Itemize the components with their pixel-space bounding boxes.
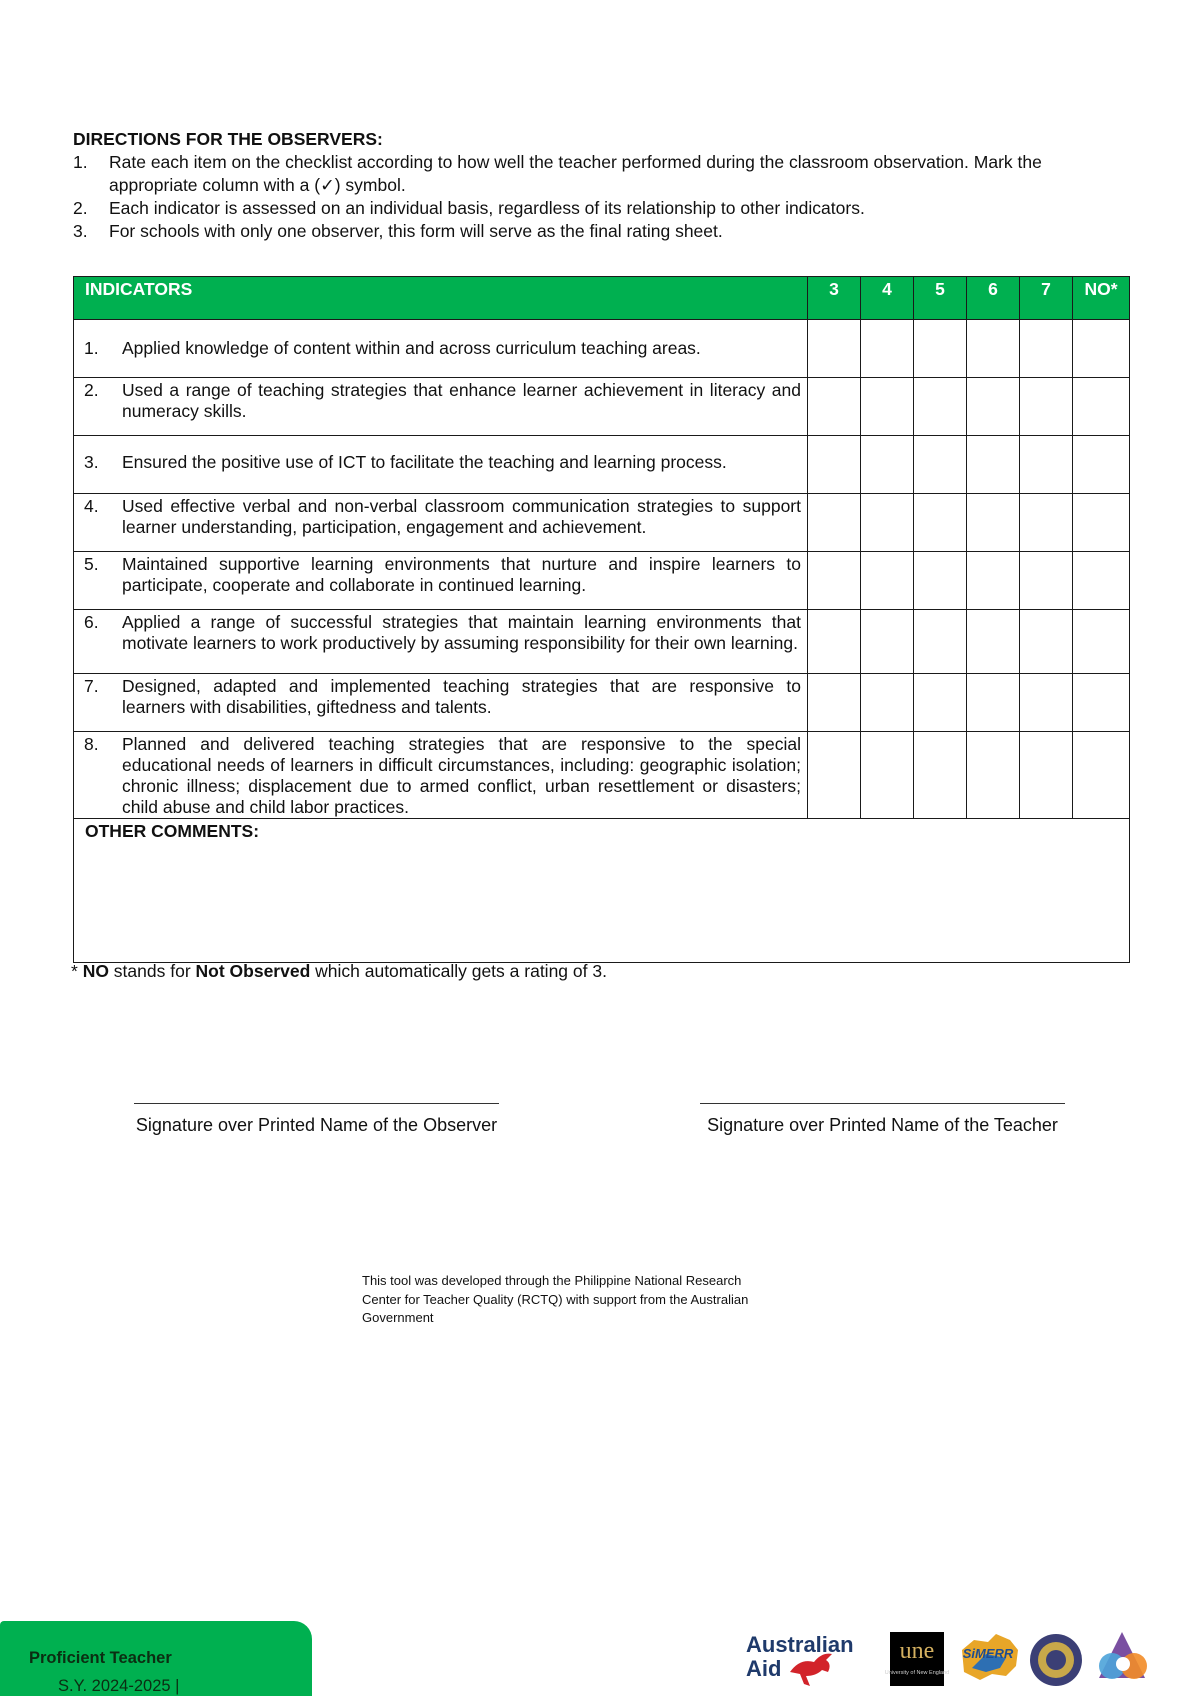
indicator-text: Planned and delivered teaching strategies that are responsive to the special educational needs of learners in difficult circumstances, including: geographic isolation; chronic illness; displacement due to armed conflict, urban resettlement or disasters; child abuse and child labor practices.: [122, 734, 801, 817]
rating-cell-6[interactable]: [967, 732, 1020, 819]
rating-cell-no[interactable]: [1073, 674, 1130, 732]
rating-cell-no[interactable]: [1073, 320, 1130, 378]
direction-item: [73, 151, 1093, 197]
indicator-cell: [74, 320, 808, 378]
observer-signature-line: [134, 1103, 499, 1104]
rating-cell-5[interactable]: [914, 320, 967, 378]
rating-cell-3[interactable]: [808, 378, 861, 436]
direction-text: Rate each item on the checklist according to how well the teacher performed during the classroom observation. Mark the appropriate column with a (✓) symbol.: [109, 152, 1042, 195]
rating-cell-7[interactable]: [1020, 378, 1073, 436]
table-header-row: [74, 277, 1130, 320]
svg-text:une: une: [899, 1638, 935, 1664]
indicator-cell: [74, 378, 808, 436]
comments-cell[interactable]: [74, 819, 1130, 963]
rating-cell-no[interactable]: [1073, 494, 1130, 552]
observation-table: [73, 276, 1130, 963]
direction-item: [73, 197, 1093, 220]
indicator-number: 7.: [84, 676, 99, 696]
comments-label: OTHER COMMENTS:: [85, 821, 260, 841]
comments-row: [74, 819, 1130, 963]
rating-cell-6[interactable]: [967, 494, 1020, 552]
indicator-number: 3.: [84, 452, 99, 472]
teacher-signature-line: [700, 1103, 1065, 1104]
indicator-number: 8.: [84, 734, 99, 754]
indicator-text: Used a range of teaching strategies that enhance learner achievement in literacy and numeracy skills.: [122, 380, 801, 421]
indicator-text: Designed, adapted and implemented teaching strategies that are responsive to learners with disabilities, giftedness and talents.: [122, 676, 801, 717]
kangaroo-icon: [790, 1654, 832, 1686]
rctq-logo: [1099, 1632, 1147, 1679]
directions-title: DIRECTIONS FOR THE OBSERVERS:: [73, 129, 383, 149]
header-rating-6: 6: [967, 277, 1020, 320]
rating-cell-3[interactable]: [808, 320, 861, 378]
rating-cell-5[interactable]: [914, 494, 967, 552]
rating-cell-4[interactable]: [861, 610, 914, 674]
table-row: [74, 436, 1130, 494]
table-row: [74, 320, 1130, 378]
indicator-cell: [74, 494, 808, 552]
indicator-text: Applied knowledge of content within and across curriculum teaching areas.: [122, 338, 701, 358]
teacher-signature-block[interactable]: [700, 1103, 1065, 1136]
rating-cell-3[interactable]: [808, 436, 861, 494]
rating-cell-7[interactable]: [1020, 436, 1073, 494]
indicator-cell: [74, 674, 808, 732]
credit-note: This tool was developed through the Philippine National Research Center for Teacher Quality (RCTQ) with support from the Australian Government: [362, 1273, 749, 1325]
header-rating-5: 5: [914, 277, 967, 320]
rating-cell-7[interactable]: [1020, 320, 1073, 378]
indicator-cell: [74, 610, 808, 674]
direction-text: Each indicator is assessed on an individual basis, regardless of its relationship to other indicators.: [109, 198, 865, 218]
rating-cell-6[interactable]: [967, 320, 1020, 378]
rating-cell-no[interactable]: [1073, 552, 1130, 610]
rating-cell-4[interactable]: [861, 674, 914, 732]
directions-section: [73, 128, 1093, 243]
rating-cell-7[interactable]: [1020, 494, 1073, 552]
rating-cell-4[interactable]: [861, 732, 914, 819]
table-row: [74, 610, 1130, 674]
rating-cell-no[interactable]: [1073, 378, 1130, 436]
direction-text: For schools with only one observer, this form will serve as the final rating sheet.: [109, 221, 723, 241]
rating-cell-no[interactable]: [1073, 610, 1130, 674]
rating-cell-7[interactable]: [1020, 732, 1073, 819]
svg-text:Australian: Australian: [746, 1632, 854, 1657]
rating-cell-3[interactable]: [808, 552, 861, 610]
rating-cell-5[interactable]: [914, 436, 967, 494]
rating-cell-7[interactable]: [1020, 552, 1073, 610]
footnote-no: NO: [82, 961, 109, 981]
svg-text:SiMERR: SiMERR: [962, 1646, 1014, 1661]
rating-cell-4[interactable]: [861, 494, 914, 552]
indicator-number: 6.: [84, 612, 99, 632]
rating-cell-4[interactable]: [861, 320, 914, 378]
rating-cell-3[interactable]: [808, 494, 861, 552]
rating-cell-6[interactable]: [967, 436, 1020, 494]
svg-text:Aid: Aid: [746, 1656, 782, 1681]
header-rating-4: 4: [861, 277, 914, 320]
rating-cell-4[interactable]: [861, 552, 914, 610]
partner-logos: [740, 1628, 1180, 1688]
rating-cell-6[interactable]: [967, 378, 1020, 436]
observer-signature-block[interactable]: [134, 1103, 499, 1136]
indicator-cell: [74, 436, 808, 494]
teacher-role: Proficient Teacher: [29, 1649, 172, 1667]
indicator-cell: [74, 732, 808, 819]
table-row: [74, 674, 1130, 732]
rating-cell-6[interactable]: [967, 610, 1020, 674]
svg-text:University of New England: University of New England: [884, 1670, 950, 1676]
header-not-observed: NO*: [1073, 277, 1130, 320]
rating-cell-7[interactable]: [1020, 674, 1073, 732]
direction-number: 1.: [73, 152, 88, 172]
table-row: [74, 552, 1130, 610]
simerr-logo: [962, 1634, 1018, 1680]
rating-cell-6[interactable]: [967, 674, 1020, 732]
teacher-signature-label: Signature over Printed Name of the Teacher: [707, 1115, 1058, 1135]
rating-cell-5[interactable]: [914, 378, 967, 436]
rating-cell-6[interactable]: [967, 552, 1020, 610]
direction-number: 3.: [73, 221, 88, 241]
seal-logo: [1030, 1634, 1082, 1686]
australian-aid-logo: [746, 1632, 854, 1686]
rating-cell-no[interactable]: [1073, 436, 1130, 494]
rating-cell-5[interactable]: [914, 674, 967, 732]
rating-cell-4[interactable]: [861, 436, 914, 494]
indicator-number: 4.: [84, 496, 99, 516]
indicator-number: 5.: [84, 554, 99, 574]
indicator-text: Used effective verbal and non-verbal classroom communication strategies to support learner understanding, participation, engagement and achievement.: [122, 496, 801, 537]
rating-cell-3[interactable]: [808, 732, 861, 819]
footnote: * NO stands for Not Observed which automatically gets a rating of 3.: [71, 961, 607, 981]
rating-cell-5[interactable]: [914, 552, 967, 610]
table-row: [74, 732, 1130, 819]
rating-cell-7[interactable]: [1020, 610, 1073, 674]
une-logo: [885, 1632, 950, 1686]
indicator-number: 1.: [84, 338, 99, 358]
footer-label: [29, 1649, 180, 1695]
footer-tab: [0, 1621, 312, 1696]
rating-cell-3[interactable]: [808, 674, 861, 732]
rating-cell-3[interactable]: [808, 610, 861, 674]
indicator-cell: [74, 552, 808, 610]
rating-cell-no[interactable]: [1073, 732, 1130, 819]
footnote-not-observed: Not Observed: [195, 961, 311, 981]
direction-item: [73, 220, 1093, 243]
header-indicators: INDICATORS: [74, 277, 808, 320]
indicator-text: Applied a range of successful strategies that maintain learning environments that motivate learners to work productively by assuming responsibility for their own learning.: [122, 612, 801, 653]
indicator-text: Maintained supportive learning environments that nurture and inspire learners to participate, cooperate and collaborate in continued learning.: [122, 554, 801, 595]
table-row: [74, 378, 1130, 436]
rating-cell-5[interactable]: [914, 732, 967, 819]
indicator-text: Ensured the positive use of ICT to facilitate the teaching and learning process.: [122, 452, 727, 472]
direction-number: 2.: [73, 198, 88, 218]
rating-cell-5[interactable]: [914, 610, 967, 674]
observer-signature-label: Signature over Printed Name of the Observer: [135, 1115, 498, 1135]
rating-cell-4[interactable]: [861, 378, 914, 436]
directions-list: [73, 151, 1093, 243]
header-rating-3: 3: [808, 277, 861, 320]
table-row: [74, 494, 1130, 552]
header-rating-7: 7: [1020, 277, 1073, 320]
school-year: S.Y. 2024-2025 |: [58, 1677, 180, 1695]
indicator-number: 2.: [84, 380, 99, 400]
